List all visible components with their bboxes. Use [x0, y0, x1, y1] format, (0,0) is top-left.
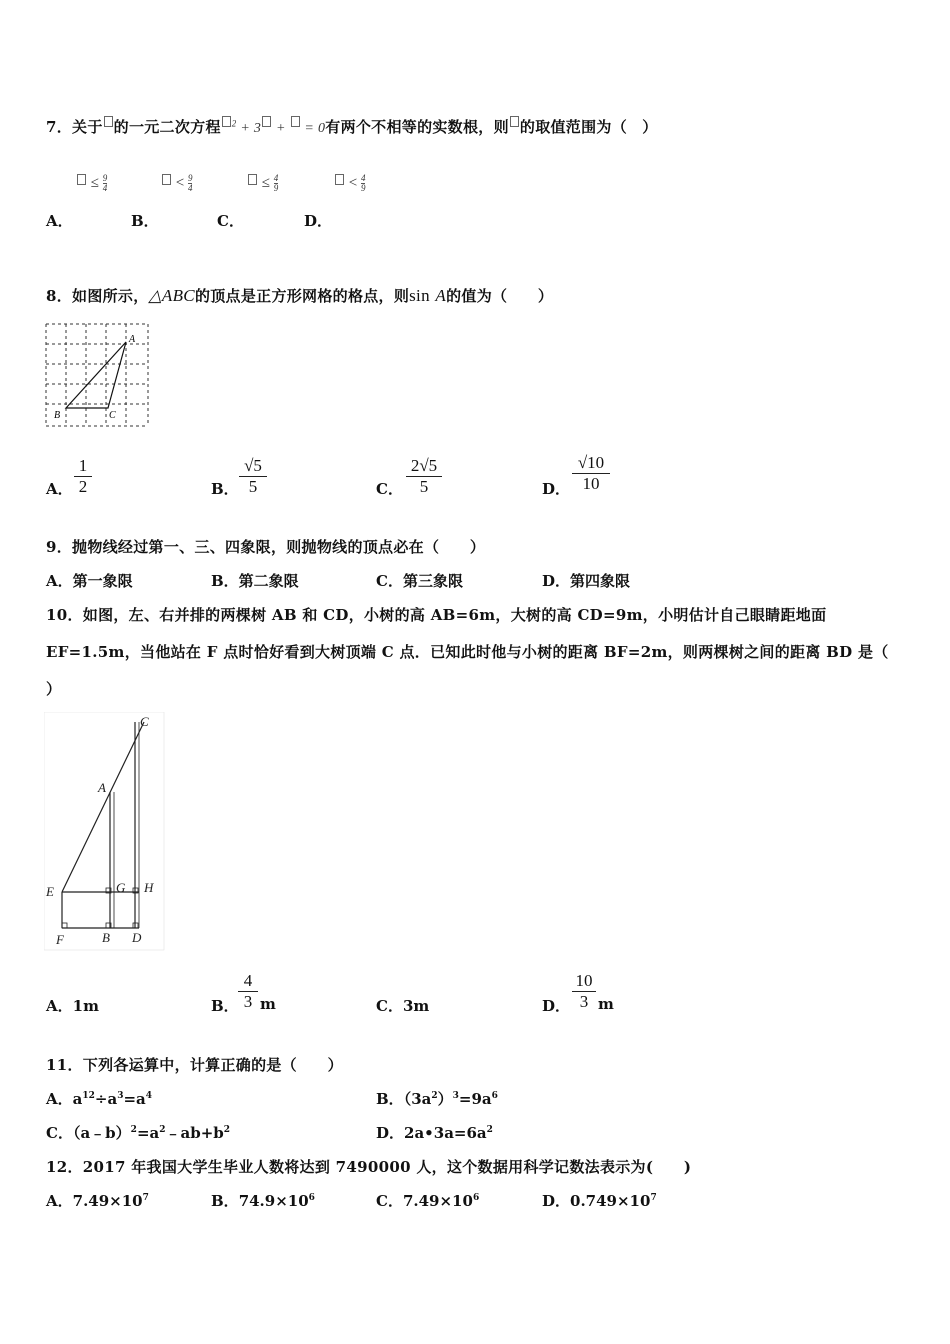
placeholder-box-icon — [222, 116, 231, 127]
placeholder-box-icon — [248, 174, 257, 185]
q11-option-c[interactable]: C．$(a﹣b)^2=a^2﹣ab+b^2$ — [46, 1124, 231, 1142]
q7-option-a[interactable]: A． — [46, 212, 73, 230]
q7-option-d[interactable]: D． — [304, 212, 333, 230]
q7-eq-plus: + — [276, 121, 286, 136]
q8-mid: 的顶点是正方形网格的格点，则 — [194, 287, 410, 305]
q7-stem — [46, 116, 658, 137]
q7-eq-square: 2 — [231, 118, 237, 129]
q11-stem: 11．下列各运算中，计算正确的是（ ） — [46, 1056, 343, 1074]
placeholder-box-icon — [162, 174, 171, 185]
q7-rel: ≤ — [261, 174, 270, 191]
q9-option-a[interactable]: A．第一象限 — [46, 572, 133, 590]
q10-option-d[interactable]: D． — [542, 997, 571, 1015]
q7-option-b[interactable]: B． — [131, 212, 159, 230]
label-e: E — [46, 884, 54, 899]
q7-option-c[interactable]: C． — [217, 212, 244, 230]
q7-frac: $\frac{4}{9}$ — [360, 173, 366, 193]
q10-option-b[interactable]: B． — [211, 997, 239, 1015]
q7-eq-term: + 3 — [240, 121, 262, 136]
label-g: G — [116, 880, 126, 895]
q7-rel: ≤ — [90, 174, 99, 191]
q8-option-c[interactable]: C． — [376, 480, 403, 498]
q10-line3: ） — [46, 680, 62, 698]
label-a: A — [129, 334, 136, 345]
q9-option-b[interactable]: B．第二象限 — [211, 572, 299, 590]
q7-option-b-expr — [161, 174, 192, 193]
q10-line2: EF=1.5m，当他站在 F 点时恰好看到大树顶端 C 点．已知此时他与小树的距离 BF=2m，则两棵树之间的距离 BD 是（ — [46, 643, 889, 661]
q7-equation — [221, 118, 326, 136]
label-a: A — [98, 780, 106, 795]
q7-mid: 的一元二次方程 — [113, 118, 221, 136]
label-h: H — [144, 880, 154, 895]
q8-grid-figure — [44, 322, 152, 430]
q12-option-b[interactable]: B．$74.9\times 10^6$ — [211, 1192, 315, 1210]
q11-option-a[interactable]: A．$a^{12}\div a^3=a^4$ — [46, 1090, 153, 1108]
q7-prefix: 7．关于 — [46, 118, 103, 136]
q8-option-b[interactable]: B． — [211, 480, 239, 498]
q7-frac: $\frac{9}{4}$ — [102, 173, 108, 193]
triangle-abc — [66, 342, 126, 408]
q11-option-b[interactable]: B．$(3a^2)^3=9a^6$ — [376, 1090, 498, 1108]
label-b: B — [102, 930, 110, 945]
q8-option-d-frac: √10 10 — [572, 453, 610, 494]
q10-option-b-frac: 4 3 — [238, 971, 258, 1012]
q8-option-d[interactable]: D． — [542, 480, 571, 498]
placeholder-box-icon — [262, 116, 271, 127]
q7-rel: < — [348, 174, 358, 191]
placeholder-box-icon — [510, 116, 519, 127]
q8-option-c-frac: 2√5 5 — [406, 456, 442, 497]
q8-option-a-frac: 1 2 — [74, 456, 92, 497]
label-d: D — [132, 930, 142, 945]
q7-frac: $\frac{4}{9}$ — [273, 173, 279, 193]
q8-prefix: 8．如图所示， — [46, 287, 149, 305]
placeholder-box-icon — [291, 116, 300, 127]
q8-triangle: △ABC — [148, 286, 195, 305]
q8-option-b-frac: √5 5 — [239, 456, 267, 497]
q8-stem — [46, 285, 553, 306]
q8-option-a[interactable]: A． — [46, 480, 73, 498]
q8-var: A — [435, 286, 447, 305]
q7-suffix1: 有两个不相等的实数根，则 — [325, 118, 509, 136]
q12-option-c[interactable]: C．$7.49\times 10^6$ — [376, 1192, 480, 1210]
q10-line1: 10．如图，左、右并排的两棵树 AB 和 CD，小树的高 AB=6m，大树的高 CD=9m，小明估计自己眼睛距地面 — [46, 606, 827, 624]
label-c: C — [140, 714, 149, 729]
q10-trees-figure — [44, 712, 166, 952]
q10-option-c[interactable]: C．3m — [376, 997, 430, 1015]
q7-suffix2: 的取值范围为（ ） — [519, 118, 658, 136]
q9-option-d[interactable]: D．第四象限 — [542, 572, 631, 590]
q7-option-d-expr — [334, 174, 365, 193]
placeholder-box-icon — [77, 174, 86, 185]
q10-option-d-frac: 10 3 — [572, 971, 596, 1012]
q12-option-d[interactable]: D．$0.749\times 10^7$ — [542, 1192, 657, 1210]
q9-stem: 9．抛物线经过第一、三、四象限，则抛物线的顶点必在（ ） — [46, 538, 486, 556]
q8-sin: sin — [409, 286, 430, 305]
placeholder-box-icon — [335, 174, 344, 185]
q12-option-a[interactable]: A．$7.49\times 10^7$ — [46, 1192, 149, 1210]
q9-option-c[interactable]: C．第三象限 — [376, 572, 463, 590]
label-b: B — [54, 410, 61, 421]
q7-frac: $\frac{9}{4}$ — [187, 173, 193, 193]
label-c: C — [109, 410, 116, 421]
q7-option-c-expr — [247, 174, 278, 193]
q12-stem: 12．2017 年我国大学生毕业人数将达到 7490000 人，这个数据用科学记数法表示为( ) — [46, 1158, 692, 1176]
label-f: F — [56, 932, 64, 947]
q7-rel: < — [175, 174, 185, 191]
placeholder-box-icon — [104, 116, 113, 127]
q7-eq-zero: = 0 — [304, 121, 326, 136]
q10-option-d-unit: m — [598, 995, 614, 1013]
q10-option-b-unit: m — [260, 995, 276, 1013]
q10-option-a[interactable]: A．1m — [46, 997, 99, 1015]
q11-option-d[interactable]: D．$2a•3a=6a^2$ — [376, 1124, 493, 1142]
q7-option-a-expr — [76, 174, 107, 193]
q8-suffix: 的值为（ ） — [446, 287, 554, 305]
